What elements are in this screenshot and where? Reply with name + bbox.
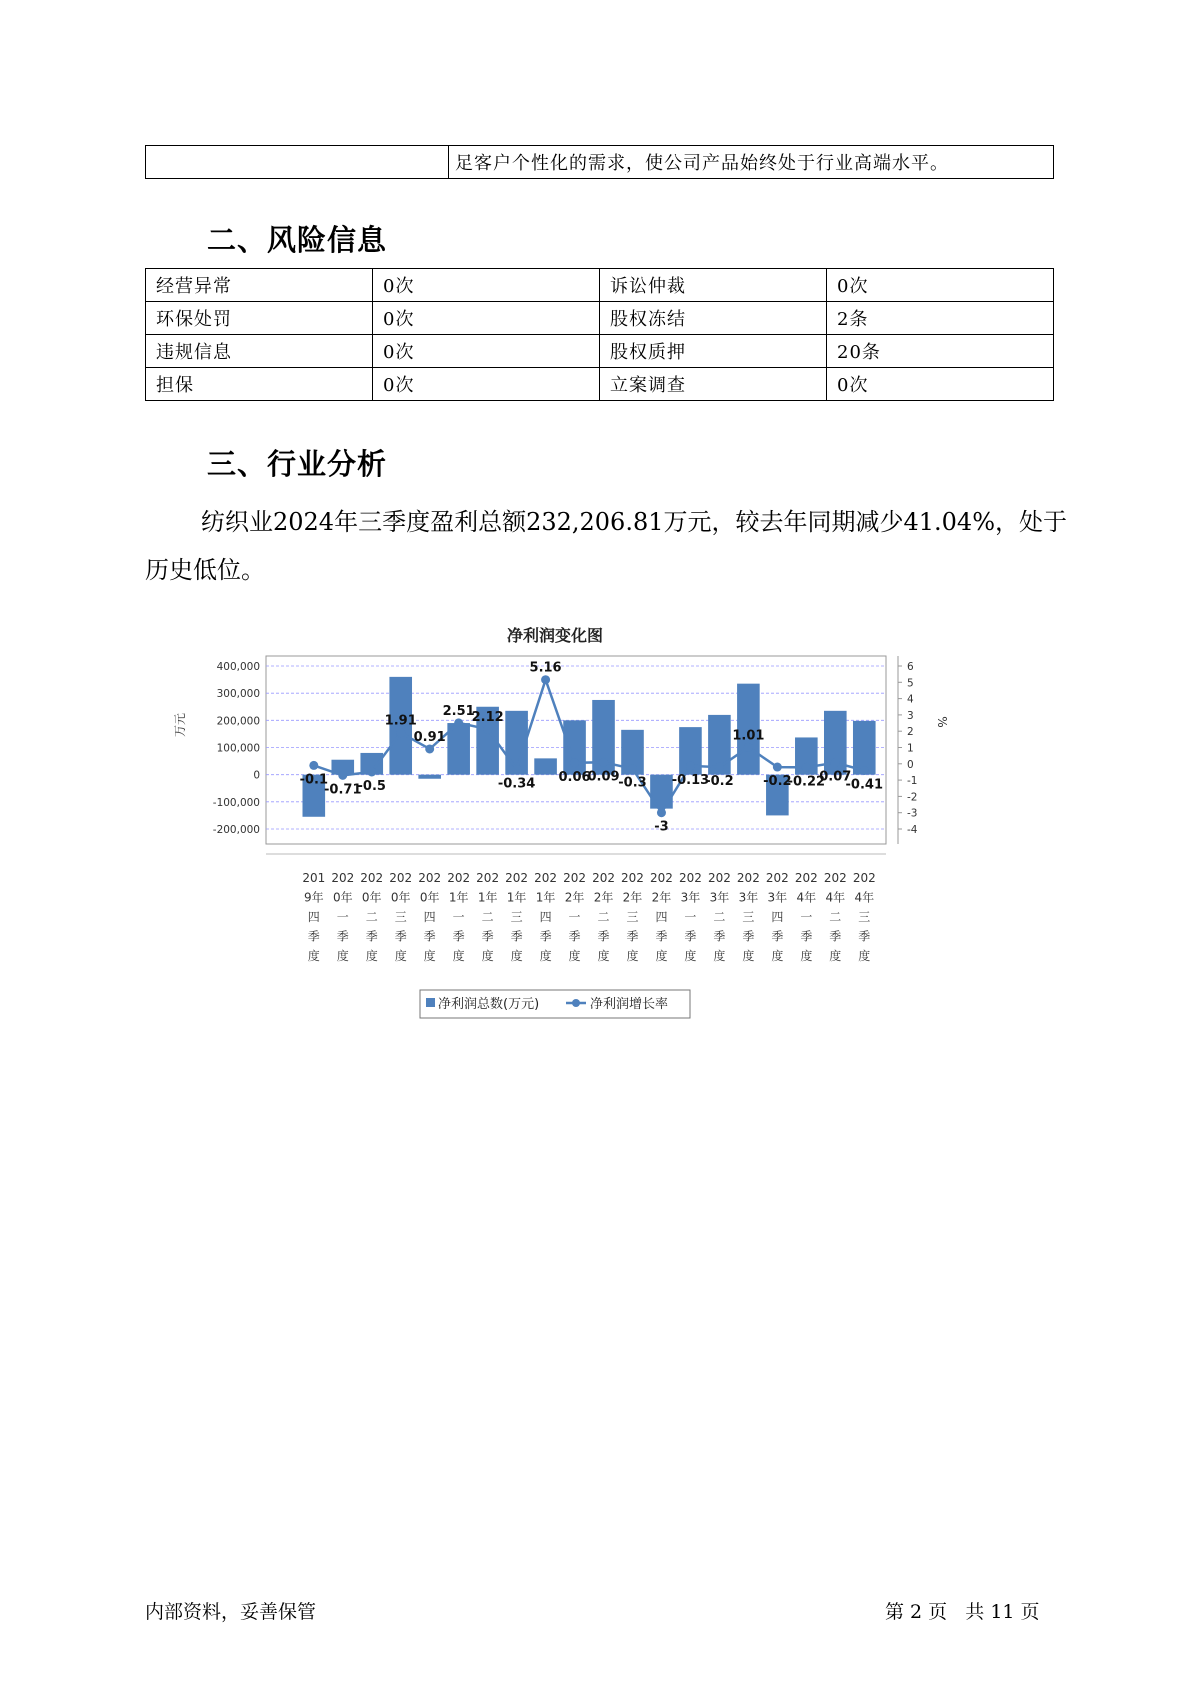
line-point	[773, 763, 782, 772]
x-tick-label: 202	[563, 871, 587, 885]
chart-svg	[170, 617, 1030, 1077]
y-tick-label: 100,000	[216, 742, 260, 755]
x-tick-label: 202	[592, 871, 615, 885]
x-tick-label: 0年	[361, 890, 382, 905]
x-tick-label: 202	[331, 871, 355, 885]
table-cell: 0次	[373, 368, 600, 401]
data-label: -0.3	[618, 775, 647, 791]
x-tick-label: 3年	[738, 890, 759, 905]
x-tick-label: 四	[539, 910, 552, 924]
table-cell: 0次	[373, 302, 600, 335]
x-tick-label: 度	[394, 949, 407, 963]
x-tick-label: 201	[302, 871, 326, 885]
legend-label: 净利润总数(万元)	[438, 997, 540, 1012]
x-tick-label: 度	[452, 949, 465, 963]
x-tick-label: 度	[423, 949, 436, 963]
data-label: -0.71	[324, 782, 362, 798]
x-tick-label: 1年	[477, 890, 498, 905]
x-tick-label: 度	[858, 949, 871, 963]
x-tick-label: 度	[307, 949, 320, 963]
x-tick-label: 202	[476, 871, 500, 885]
y2-tick-label: 4	[907, 693, 914, 706]
x-tick-label: 度	[510, 949, 523, 963]
y2-tick-label: -3	[907, 807, 918, 820]
x-tick-label: 一	[568, 910, 581, 924]
x-tick-label: 四	[655, 910, 668, 924]
table-row	[146, 269, 1054, 302]
footer-page-number: 第 2 页 共 11 页	[885, 1601, 1040, 1623]
table-row	[146, 146, 1054, 179]
x-tick-label: 度	[568, 949, 581, 963]
x-tick-label: 三	[510, 910, 523, 924]
line-point	[512, 765, 521, 774]
x-tick-label: 202	[389, 871, 413, 885]
x-tick-label: 0年	[332, 890, 353, 905]
data-label: -0.41	[845, 777, 884, 793]
y-tick-label: 0	[253, 769, 260, 782]
x-tick-label: 季	[771, 929, 784, 944]
x-tick-label: 季	[800, 929, 813, 944]
net-profit-chart	[170, 617, 1030, 1081]
legend-line-marker	[572, 999, 580, 1007]
chart-title: 净利润变化图	[506, 626, 604, 645]
table-cell: 20条	[827, 335, 1054, 368]
x-tick-label: 季	[655, 929, 668, 944]
y2-tick-label: 3	[907, 709, 914, 722]
line-point	[338, 771, 347, 780]
x-tick-label: 度	[597, 949, 610, 963]
line-point	[686, 761, 695, 770]
x-tick-label: 1年	[506, 890, 527, 905]
y2-axis-label: %	[935, 716, 949, 728]
x-tick-label: 季	[684, 929, 697, 944]
x-tick-label: 一	[452, 910, 465, 924]
table-cell: 0次	[827, 269, 1054, 302]
x-tick-label: 3年	[767, 890, 788, 905]
x-tick-label: 202	[794, 871, 818, 885]
bar	[418, 775, 441, 779]
x-tick-label: 二	[365, 910, 378, 924]
x-tick-label: 2年	[593, 890, 614, 905]
x-tick-label: 度	[655, 949, 668, 963]
x-tick-label: 202	[447, 871, 471, 885]
data-label: -0.1	[299, 772, 329, 788]
table-row	[146, 335, 1054, 368]
x-tick-label: 季	[394, 929, 407, 944]
table-row	[146, 302, 1054, 335]
data-label: -0.2	[705, 774, 734, 790]
legend-label: 净利润增长率	[590, 997, 669, 1012]
x-tick-label: 季	[365, 929, 378, 944]
data-label: 2.12	[471, 710, 504, 726]
line-point	[396, 728, 405, 737]
line-point	[599, 758, 608, 767]
line-point	[367, 767, 376, 776]
data-label: 1.91	[384, 713, 417, 729]
line-point	[309, 761, 318, 770]
x-tick-label: 一	[684, 910, 697, 924]
table-cell: 足客户个性化的需求，使公司产品始终处于行业高端水平。	[449, 146, 1054, 179]
y2-tick-label: -4	[907, 824, 918, 836]
line-point	[483, 725, 492, 734]
x-tick-label: 季	[539, 929, 552, 944]
line-point	[454, 718, 463, 727]
x-tick-label: 四	[423, 910, 436, 924]
x-tick-label: 度	[713, 949, 726, 963]
data-label: 2.51	[442, 703, 475, 719]
continued-table	[145, 145, 1054, 179]
y2-tick-label: -2	[907, 791, 918, 804]
x-tick-label: 202	[707, 871, 731, 885]
x-tick-label: 季	[452, 929, 465, 944]
table-cell: 诉讼仲裁	[600, 269, 827, 302]
x-tick-label: 季	[568, 929, 581, 944]
data-label: -0.22	[787, 774, 826, 790]
x-tick-label: 二	[481, 910, 494, 924]
x-tick-label: 三	[858, 910, 871, 924]
y-tick-label: 300,000	[216, 688, 260, 701]
data-label: -3	[654, 819, 669, 835]
x-tick-label: 度	[742, 949, 755, 963]
data-label: -0.5	[357, 778, 386, 794]
x-tick-label: 202	[360, 871, 384, 885]
y-tick-label: 400,000	[216, 661, 260, 673]
y-tick-label: -100,000	[212, 796, 260, 809]
bar	[534, 758, 557, 774]
x-tick-label: 三	[626, 910, 639, 924]
data-label: 0.09	[587, 769, 620, 785]
table-cell: 立案调查	[600, 368, 827, 401]
x-tick-label: 季	[626, 929, 639, 944]
x-tick-label: 2年	[651, 890, 672, 905]
x-tick-label: 度	[771, 949, 784, 963]
industry-paragraph	[145, 498, 1085, 594]
y2-tick-label: 1	[907, 742, 914, 755]
line-point	[860, 766, 869, 775]
line-point	[570, 758, 579, 767]
line-point	[425, 744, 434, 753]
x-tick-label: 2年	[564, 890, 585, 905]
x-tick-label: 度	[539, 949, 552, 963]
x-tick-label: 一	[336, 910, 349, 924]
x-tick-label: 季	[481, 929, 494, 944]
x-tick-label: 季	[742, 929, 755, 944]
table-cell: 0次	[373, 335, 600, 368]
x-tick-label: 度	[626, 949, 639, 963]
y2-tick-label: -1	[907, 775, 918, 788]
x-tick-label: 202	[650, 871, 673, 885]
y2-tick-label: 5	[907, 677, 914, 690]
table-cell: 股权质押	[600, 335, 827, 368]
x-tick-label: 季	[307, 929, 320, 944]
x-tick-label: 4年	[796, 890, 817, 905]
table-cell: 担保	[146, 368, 373, 401]
y2-tick-label: 2	[907, 726, 914, 739]
table-cell: 股权冻结	[600, 302, 827, 335]
x-tick-label: 季	[510, 929, 523, 944]
x-tick-label: 2年	[622, 890, 643, 905]
data-label: -0.34	[497, 776, 536, 792]
x-tick-label: 202	[534, 871, 558, 885]
x-tick-label: 二	[597, 910, 610, 924]
data-label: 0.06	[558, 769, 591, 785]
x-tick-label: 度	[365, 949, 378, 963]
line-point	[628, 764, 637, 773]
y-tick-label: 200,000	[216, 715, 260, 728]
table-cell	[146, 146, 449, 179]
data-label: 5.16	[529, 660, 562, 676]
x-tick-label: 季	[713, 929, 726, 944]
x-tick-label: 202	[418, 871, 442, 885]
x-tick-label: 0年	[390, 890, 411, 905]
x-tick-label: 度	[800, 949, 813, 963]
bar	[650, 775, 673, 809]
x-tick-label: 季	[597, 929, 610, 944]
line-point	[657, 808, 666, 817]
x-tick-label: 1年	[535, 890, 556, 905]
x-tick-label: 一	[800, 910, 813, 924]
x-tick-label: 4年	[854, 890, 875, 905]
x-tick-label: 二	[713, 910, 726, 924]
data-label: 1.01	[732, 728, 765, 744]
x-tick-label: 3年	[709, 890, 730, 905]
x-tick-label: 季	[336, 929, 349, 944]
table-row	[146, 368, 1054, 401]
x-tick-label: 202	[505, 871, 529, 885]
y2-tick-label: 6	[907, 661, 914, 673]
y2-tick-label: 0	[907, 758, 914, 771]
x-tick-label: 202	[621, 871, 644, 885]
paragraph-text: 纺织业2024年三季度盈利总额232,206.81万元，较去年同期减少41.04%，处于历史低位。	[145, 508, 1068, 584]
x-tick-label: 二	[829, 910, 842, 924]
risk-info-table	[145, 268, 1054, 401]
table-cell: 0次	[827, 368, 1054, 401]
x-tick-label: 四	[307, 910, 320, 924]
x-tick-label: 度	[829, 949, 842, 963]
x-tick-label: 4年	[825, 890, 846, 905]
table-cell: 违规信息	[146, 335, 373, 368]
x-tick-label: 度	[336, 949, 349, 963]
table-cell: 环保处罚	[146, 302, 373, 335]
table-cell: 2条	[827, 302, 1054, 335]
y-tick-label: -200,000	[212, 824, 260, 836]
x-tick-label: 202	[678, 871, 702, 885]
y-axis-label: 万元	[173, 712, 187, 738]
table-cell: 经营异常	[146, 269, 373, 302]
line-point	[541, 675, 550, 684]
x-tick-label: 202	[852, 871, 876, 885]
x-tick-label: 四	[771, 910, 784, 924]
data-label: -0.2	[763, 774, 792, 790]
data-label: -0.13	[671, 772, 710, 788]
line-point	[744, 743, 753, 752]
x-tick-label: 202	[823, 871, 847, 885]
line-point	[831, 758, 840, 767]
x-tick-label: 度	[684, 949, 697, 963]
line-point	[715, 763, 724, 772]
section-heading-risk: 二、风险信息	[207, 223, 388, 257]
x-tick-label: 季	[829, 929, 842, 944]
x-tick-label: 三	[742, 910, 755, 924]
x-tick-label: 0年	[419, 890, 440, 905]
data-label: 0.91	[413, 729, 446, 745]
x-tick-label: 季	[858, 929, 871, 944]
x-tick-label: 三	[394, 910, 407, 924]
x-tick-label: 1年	[448, 890, 469, 905]
x-tick-label: 度	[481, 949, 494, 963]
data-label: 0.07	[819, 769, 852, 785]
line-point	[802, 763, 811, 772]
x-tick-label: 3年	[680, 890, 701, 905]
x-tick-label: 202	[765, 871, 789, 885]
legend-bar-swatch	[426, 998, 435, 1007]
x-tick-label: 9年	[303, 890, 324, 905]
footer-confidential-note: 内部资料，妥善保管	[145, 1601, 317, 1623]
x-tick-label: 季	[423, 929, 436, 944]
table-cell: 0次	[373, 269, 600, 302]
section-heading-industry: 三、行业分析	[207, 447, 388, 481]
x-tick-label: 202	[736, 871, 760, 885]
